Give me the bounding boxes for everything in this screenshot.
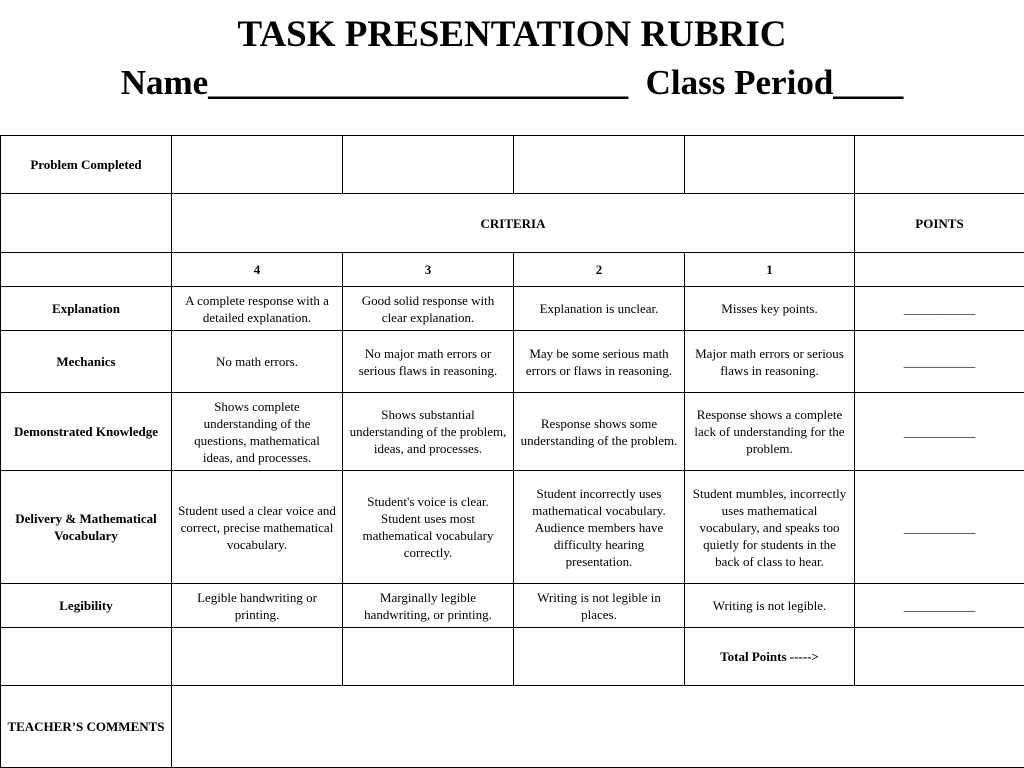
table-row: [1, 331, 1024, 393]
points-blank: ___________: [855, 393, 1024, 471]
criteria-cell: No major math errors or serious flaws in reasoning.: [343, 331, 514, 393]
rubric-table: [0, 135, 1024, 768]
criteria-cell: Writing is not legible.: [685, 584, 855, 628]
points-blank: ___________: [855, 287, 1024, 331]
teacher-comments-label: TEACHER’S COMMENTS: [1, 686, 172, 768]
name-blank: ________________________: [208, 63, 629, 102]
empty-cell: [514, 628, 685, 686]
table-row: [1, 584, 1024, 628]
table-row: [1, 471, 1024, 584]
criteria-cell: Explanation is unclear.: [514, 287, 685, 331]
problem-cell: [172, 136, 343, 194]
table-row: [1, 393, 1024, 471]
points-blank: ___________: [855, 331, 1024, 393]
criteria-cell: Good solid response with clear explanation.: [343, 287, 514, 331]
row-label-legibility: Legibility: [1, 584, 172, 628]
criteria-cell: Marginally legible handwriting, or printing.: [343, 584, 514, 628]
criteria-cell: Major math errors or serious flaws in reasoning.: [685, 331, 855, 393]
problem-completed-label: Problem Completed: [1, 136, 172, 194]
points-blank: ___________: [855, 471, 1024, 584]
row-label-demonstrated-knowledge: Demonstrated Knowledge: [1, 393, 172, 471]
empty-cell: [1, 628, 172, 686]
row-label-mechanics: Mechanics: [1, 331, 172, 393]
criteria-cell: Response shows some understanding of the problem.: [514, 393, 685, 471]
criteria-cell: Legible handwriting or printing.: [172, 584, 343, 628]
criteria-header-row: [1, 194, 1024, 253]
criteria-header: CRITERIA: [172, 194, 855, 253]
problem-cell: [514, 136, 685, 194]
score-row: [1, 253, 1024, 287]
criteria-cell: Writing is not legible in places.: [514, 584, 685, 628]
empty-cell: [172, 628, 343, 686]
table-row: [1, 287, 1024, 331]
empty-cell: [855, 253, 1024, 287]
total-row: [1, 628, 1024, 686]
points-blank: ___________: [855, 584, 1024, 628]
page-title: TASK PRESENTATION RUBRIC: [237, 14, 787, 55]
problem-completed-row: [1, 136, 1024, 194]
criteria-cell: Student incorrectly uses mathematical vocabulary. Audience members have difficulty hearing presentation.: [514, 471, 685, 584]
score-4: 4: [172, 253, 343, 287]
empty-cell: [1, 194, 172, 253]
teacher-comments-area: [172, 686, 1024, 768]
name-class-line: [0, 62, 1024, 104]
problem-cell: [855, 136, 1024, 194]
total-points-label: Total Points ----->: [685, 628, 855, 686]
criteria-cell: Response shows a complete lack of understanding for the problem.: [685, 393, 855, 471]
score-1: 1: [685, 253, 855, 287]
points-header: POINTS: [855, 194, 1024, 253]
problem-cell: [343, 136, 514, 194]
criteria-cell: Student used a clear voice and correct, precise mathematical vocabulary.: [172, 471, 343, 584]
class-period-blank: ____: [833, 63, 904, 102]
total-points-cell: [855, 628, 1024, 686]
score-2: 2: [514, 253, 685, 287]
criteria-cell: Shows substantial understanding of the problem, ideas, and processes.: [343, 393, 514, 471]
empty-cell: [343, 628, 514, 686]
criteria-cell: Shows complete understanding of the questions, mathematical ideas, and processes.: [172, 393, 343, 471]
criteria-cell: May be some serious math errors or flaws in reasoning.: [514, 331, 685, 393]
empty-cell: [1, 253, 172, 287]
row-label-delivery-vocabulary: Delivery & Mathematical Vocabulary: [1, 471, 172, 584]
class-period-label: Class Period: [645, 63, 834, 102]
name-label: Name: [120, 63, 209, 102]
criteria-cell: Misses key points.: [685, 287, 855, 331]
criteria-cell: No math errors.: [172, 331, 343, 393]
criteria-cell: A complete response with a detailed explanation.: [172, 287, 343, 331]
problem-cell: [685, 136, 855, 194]
criteria-cell: Student's voice is clear. Student uses most mathematical vocabulary correctly.: [343, 471, 514, 584]
score-3: 3: [343, 253, 514, 287]
row-label-explanation: Explanation: [1, 287, 172, 331]
comments-row: [1, 686, 1024, 768]
criteria-cell: Student mumbles, incorrectly uses mathematical vocabulary, and speaks too quietly for students in the back of class to hear.: [685, 471, 855, 584]
